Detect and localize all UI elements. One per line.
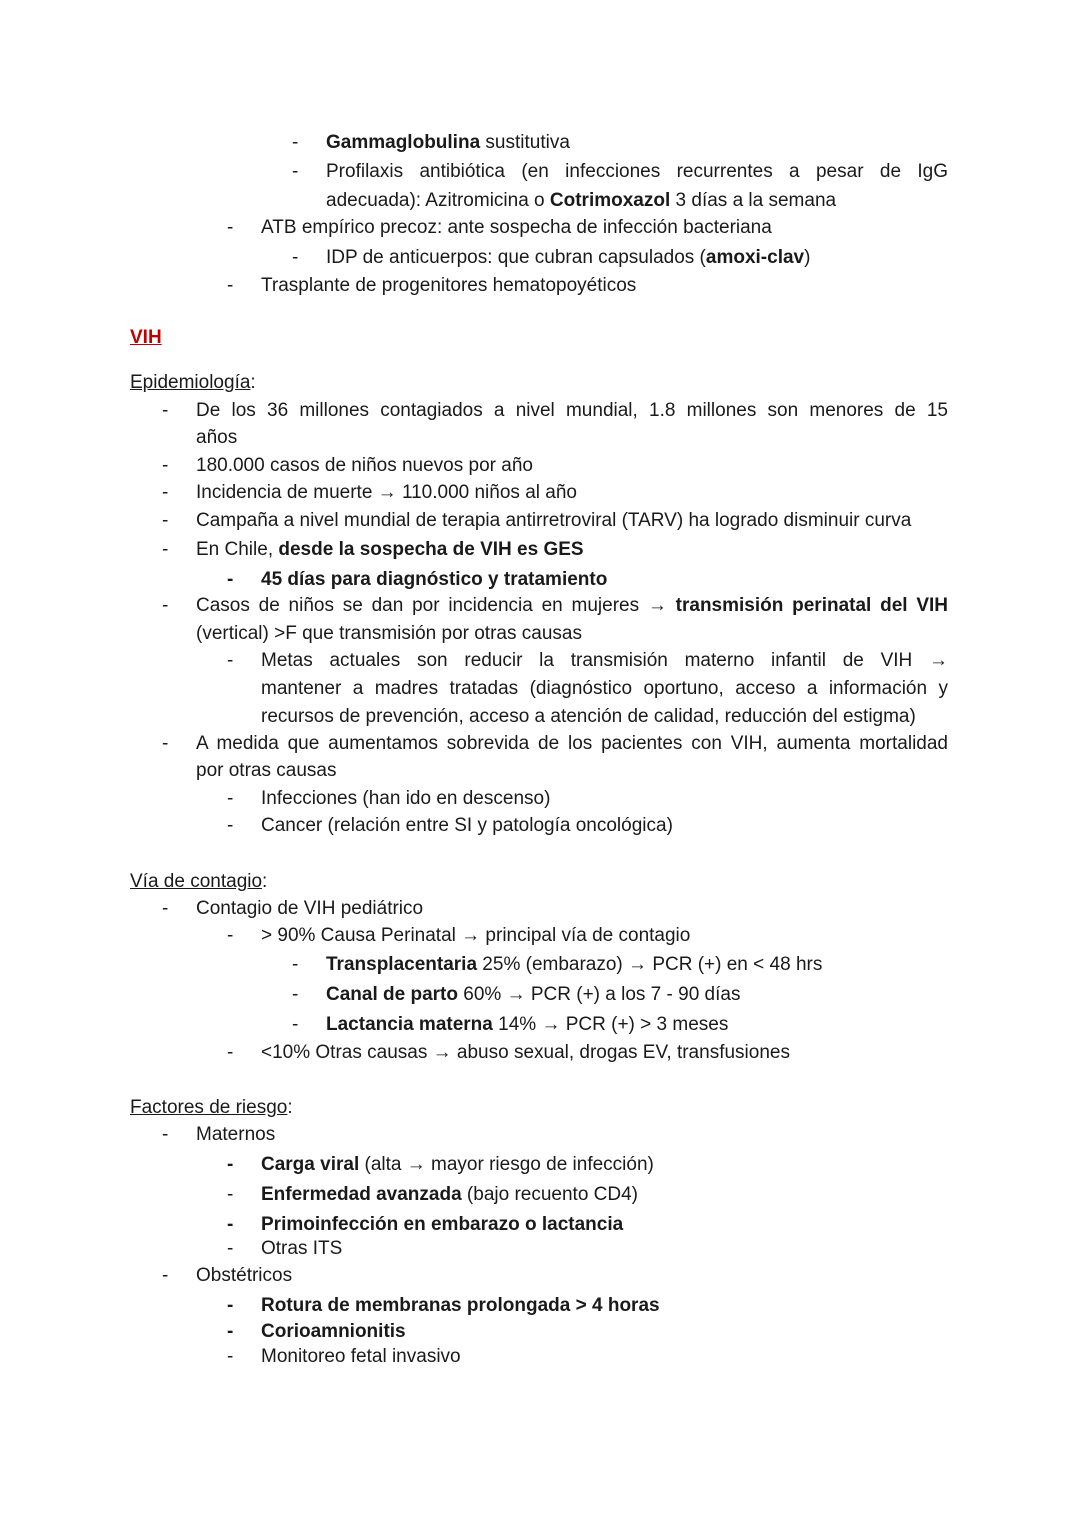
item-text: <10% Otras causas → abuso sexual, drogas EV, transfusiones: [261, 1042, 790, 1063]
bullet-dash: -: [227, 569, 234, 590]
item-text: Profilaxis antibiótica (en infecciones recurrentes a pesar de IgG: [326, 161, 948, 182]
bold-term: Cotrimoxazol: [549, 190, 671, 211]
item-text: mantener a madres tratadas (diagnóstico oportuno, acceso a información y: [261, 678, 948, 699]
bullet-dash: -: [227, 788, 234, 809]
item-text: Monitoreo fetal invasivo: [261, 1346, 461, 1367]
bullet-dash: -: [227, 1321, 234, 1342]
item-text: 14% → PCR (+) > 3 meses: [492, 1014, 729, 1035]
bold-term: Carga viral: [261, 1154, 360, 1175]
item-text: De los 36 millones contagiados a nivel mundial, 1.8 millones son menores de 15: [196, 400, 948, 421]
item-text: A medida que aumentamos sobrevida de los pacientes con VIH, aumenta mortalidad: [196, 733, 948, 754]
item-text: 25% (embarazo) → PCR (+) en < 48 hrs: [477, 954, 823, 975]
bullet-dash: -: [227, 1214, 234, 1235]
heading-colon: :: [287, 1097, 293, 1118]
bullet-dash: -: [227, 1042, 234, 1063]
item-text: Trasplante de progenitores hematopoyéticos: [261, 275, 637, 296]
item-text: (bajo recuento CD4): [461, 1184, 639, 1205]
item-text: años: [196, 427, 238, 448]
bold-term: Lactancia materna: [326, 1014, 493, 1035]
subsection-heading: [130, 369, 256, 396]
bullet-dash: -: [227, 217, 234, 238]
item-text: ): [804, 247, 811, 268]
heading-colon: :: [262, 871, 268, 892]
item-text: 45 días para diagnóstico y tratamiento: [261, 569, 608, 590]
bullet-dash: -: [162, 898, 169, 919]
bullet-dash: -: [227, 1184, 234, 1205]
bullet-dash: -: [162, 1124, 169, 1145]
bullet-dash: -: [162, 733, 169, 754]
bold-term: Gammaglobulina: [326, 132, 481, 153]
bullet-dash: -: [292, 247, 299, 268]
item-text: (vertical) >F que transmisión por otras causas: [196, 623, 582, 644]
bullet-dash: -: [227, 815, 234, 836]
bold-term: amoxi-clav: [705, 247, 805, 268]
bullet-dash: -: [292, 984, 299, 1005]
item-text: Maternos: [196, 1124, 276, 1145]
bullet-dash: -: [162, 455, 169, 476]
item-text: Casos de niños se dan por incidencia en mujeres →: [196, 595, 676, 616]
bullet-dash: -: [162, 595, 169, 616]
bold-term: transmisión perinatal del VIH: [675, 595, 949, 616]
section-title: VIH: [130, 327, 162, 348]
subsection-heading: [130, 868, 267, 895]
item-text: Otras ITS: [261, 1238, 343, 1259]
heading-text: Epidemiología: [130, 372, 251, 393]
item-text: 60% → PCR (+) a los 7 - 90 días: [457, 984, 741, 1005]
bold-term: Canal de parto: [326, 984, 458, 1005]
item-text: Incidencia de muerte → 110.000 niños al año: [196, 482, 577, 503]
bold-term: Enfermedad avanzada: [261, 1184, 462, 1205]
item-text: por otras causas: [196, 760, 337, 781]
bullet-dash: -: [292, 954, 299, 975]
item-text: ATB empírico precoz: ante sospecha de infección bacteriana: [261, 217, 772, 238]
bullet-dash: -: [227, 275, 234, 296]
bullet-dash: -: [162, 510, 169, 531]
bullet-dash: -: [162, 482, 169, 503]
bullet-dash: -: [162, 1265, 169, 1286]
bold-term: desde la sospecha de VIH es GES: [278, 539, 584, 560]
item-text: 3 días a la semana: [670, 190, 837, 211]
bullet-dash: -: [227, 1295, 234, 1316]
heading-colon: :: [250, 372, 256, 393]
item-text: Primoinfección en embarazo o lactancia: [261, 1214, 624, 1235]
item-text: recursos de prevención, acceso a atención de calidad, reducción del estigma): [261, 706, 916, 727]
item-text: 180.000 casos de niños nuevos por año: [196, 455, 533, 476]
bullet-dash: -: [162, 400, 169, 421]
heading-text: Factores de riesgo: [130, 1097, 288, 1118]
item-text: Cancer (relación entre SI y patología oncológica): [261, 815, 673, 836]
item-text: Metas actuales son reducir la transmisión materno infantil de VIH →: [261, 650, 948, 671]
item-text: (alta → mayor riesgo de infección): [359, 1154, 654, 1175]
bullet-dash: -: [162, 539, 169, 560]
item-text: Corioamnionitis: [261, 1321, 406, 1342]
bullet-dash: -: [227, 1154, 234, 1175]
bullet-dash: -: [227, 650, 234, 671]
bullet-dash: -: [227, 1346, 234, 1367]
bullet-dash: -: [227, 925, 234, 946]
item-text: sustitutiva: [480, 132, 570, 153]
bullet-dash: -: [292, 132, 299, 153]
bullet-dash: -: [292, 161, 299, 182]
item-text: Contagio de VIH pediátrico: [196, 898, 424, 919]
item-text: En Chile,: [196, 539, 279, 560]
heading-text: Vía de contagio: [130, 871, 263, 892]
item-text: IDP de anticuerpos: que cubran capsulados (: [326, 247, 706, 268]
bullet-dash: -: [292, 1014, 299, 1035]
item-text: > 90% Causa Perinatal → principal vía de contagio: [261, 925, 691, 946]
subsection-heading: [130, 1094, 293, 1121]
item-text: Campaña a nivel mundial de terapia antirretroviral (TARV) ha logrado disminuir curva: [196, 510, 912, 531]
item-text: Obstétricos: [196, 1265, 293, 1286]
bold-term: Transplacentaria: [326, 954, 478, 975]
item-text: Rotura de membranas prolongada > 4 horas: [261, 1295, 660, 1316]
item-text: Infecciones (han ido en descenso): [261, 788, 551, 809]
bullet-dash: -: [227, 1238, 234, 1259]
item-text: adecuada): Azitromicina o: [326, 190, 550, 211]
